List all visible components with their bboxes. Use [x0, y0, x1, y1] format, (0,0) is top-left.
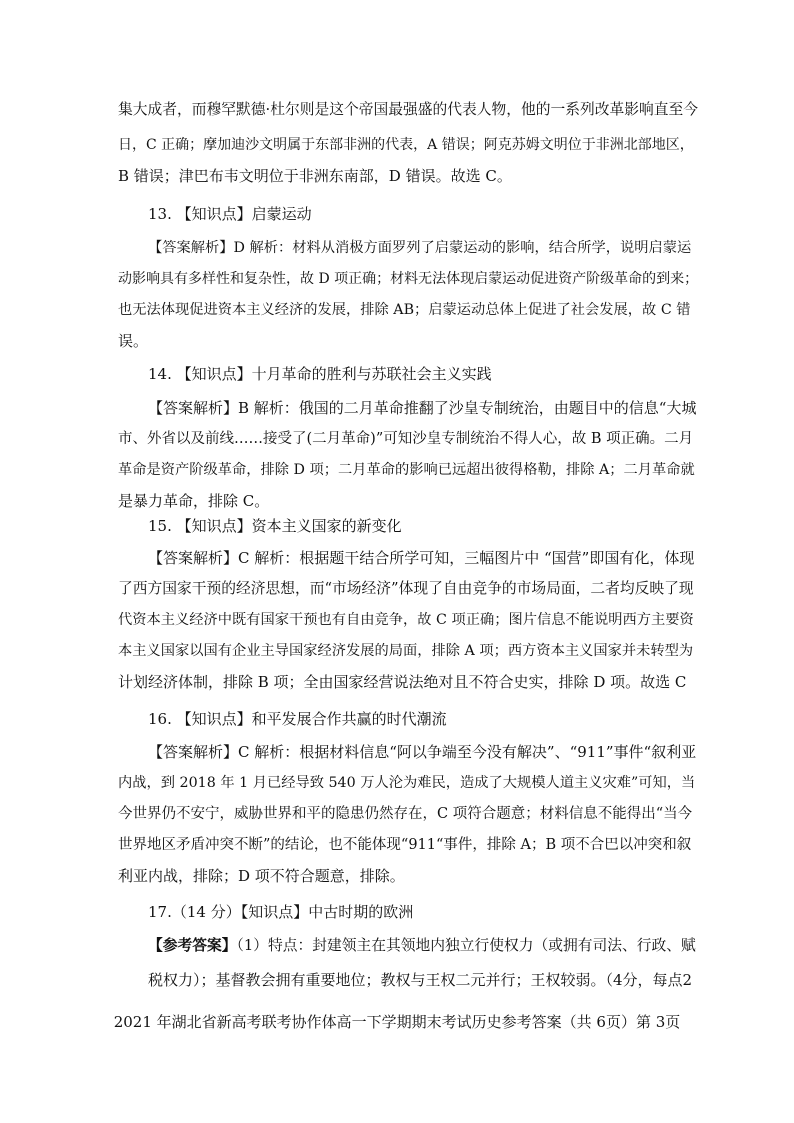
text-line: 动影响具有多样性和复杂性，故 D 项正确；材料无法体现启蒙运动促进资产阶级革命的到来；	[118, 271, 699, 287]
text-line: 今世界仍不安宁，威胁世界和平的隐患仍然存在，C 项符合题意；材料信息不能得出“当今	[118, 806, 693, 822]
answer-label: 【参考答案】	[148, 937, 237, 954]
text-line: 也无法体现促进资本主义经济的发展，排除 AB；启蒙运动总体上促进了社会发展，故 C 错	[118, 302, 691, 318]
question-heading: 14. 【知识点】十月革命的胜利与苏联社会主义实践	[148, 365, 492, 383]
text-line: 本主义国家以国有企业主导国家经济发展的局面，排除 A 项；西方资本主义国家并未转型为	[118, 643, 694, 659]
question-heading: 17.（14 分）【知识点】中古时期的欧洲	[148, 903, 414, 921]
text-line: 集大成者，而穆罕默德·杜尔则是这个帝国最强盛的代表人物，他的一系列改革影响直至今	[118, 101, 698, 118]
text-line: 内战，到 2018 年 1 月已经导致 540 万人沦为难民，造成了大规模人道主义灾难”可知，当	[118, 775, 696, 791]
text-line: 误。	[118, 332, 149, 350]
text-line: 计划经济体制，排除 B 项；全由国家经营说法绝对且不符合史实，排除 D 项。故选 C	[118, 673, 687, 691]
text-line: 代资本主义经济中既有国家干预也有自由竞争，故 C 项正确；图片信息不能说明西方主要资	[118, 612, 694, 628]
text-line: 【参考答案】（1）特点：封建领主在其领地内独立行使权力（或拥有司法、行政、赋	[148, 937, 696, 954]
text-line: 革命是资产阶级革命，排除 D 项；二月革命的影响已远超出彼得格勒，排除 A；二月革命就	[118, 462, 695, 478]
text-line: 世界地区矛盾冲突不断”的结论，也不能体现“911“事件，排除 A；B 项不合巴以冲突和叙	[118, 837, 692, 853]
text-line: 【答案解析】B 解析：俄国的二月革命推翻了沙皇专制统治，由题目中的信息“大城	[148, 399, 697, 417]
text-line: 市、外省以及前线……接受了(二月革命)”可知沙皇专制统治不得人心，故 B 项正确。二月	[118, 431, 694, 447]
text-line: 是暴力革命，排除 C。	[118, 492, 270, 510]
text-line: 【答案解析】D 解析：材料从消极方面罗列了启蒙运动的影响，结合所学，说明启蒙运	[148, 240, 692, 256]
question-heading: 16. 【知识点】和平发展合作共赢的时代潮流	[148, 710, 447, 728]
text-line: 日，C 正确；摩加迪沙文明属于东部非洲的代表，A 错误；阿克苏姆文明位于非洲北部地区，	[118, 137, 694, 153]
question-heading: 15. 【知识点】资本主义国家的新变化	[148, 517, 402, 535]
text-line: B 错误；津巴布韦文明位于非洲东南部，D 错误。故选 C。	[118, 167, 512, 185]
text-line: 了西方国家干预的经济思想，而“市场经济”体现了自由竞争的市场局面，二者均反映了现	[118, 580, 694, 597]
page-footer: 2021 年湖北省新高考联考协作体高一下学期期末考试历史参考答案（共 6页）第 3页	[113, 1013, 681, 1031]
text-line: 【答案解析】C 解析：根据题干结合所学可知，三幅图片中 “国营”即国有化，体现	[148, 549, 695, 567]
question-heading: 13. 【知识点】启蒙运动	[148, 205, 312, 223]
text-line: 利亚内战，排除；D 项不符合题意，排除。	[118, 867, 405, 885]
text-line: 税权力）；基督教会拥有重要地位；教权与王权二元并行；王权较弱。（4分，每点2	[148, 971, 693, 989]
text-line: 【答案解析】C 解析：根据材料信息“阿以争端至今没有解决”、“911”事件“叙利亚	[148, 743, 697, 761]
